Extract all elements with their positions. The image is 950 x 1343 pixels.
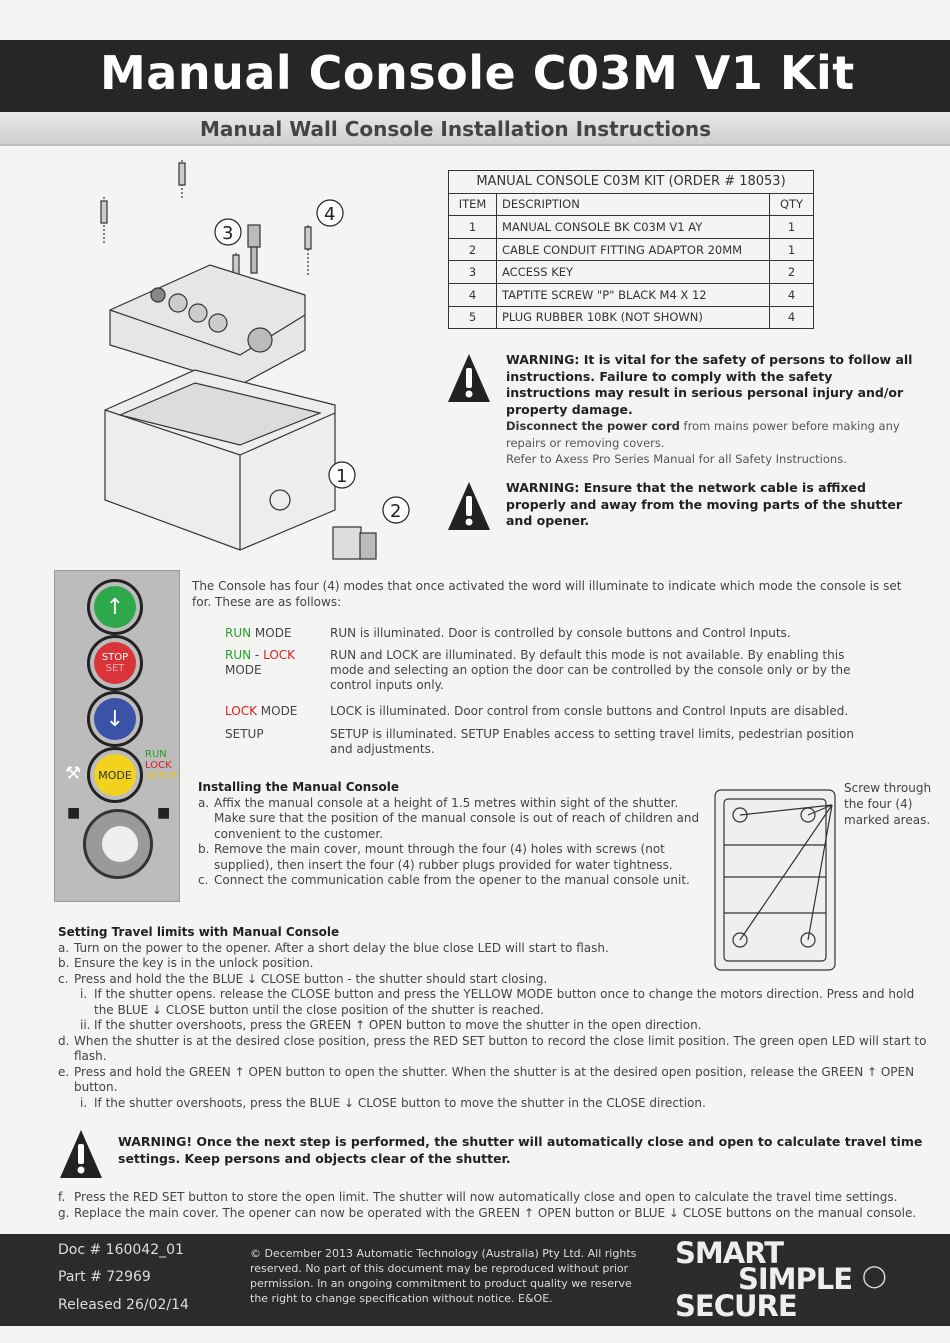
travel-limits-section: Setting Travel limits with Manual Console a. Turn on the power to the opener. After a short delay the blue close LED will start to flash. b. Ensure the key is in the unlock position. c. Press and hold the the BLUE ↓ CLOSE button - the shutter should start closing. i. If the shutter opens. release the CLOSE button and press the YELLOW MODE button once to change the motors direction. Press and hold the BLUE ↓ CLOSE button until the close position of the shutter is reached. ii. If the shutter overshoots, press the GREEN ↑ OPEN button to move the shutter in the open direction. d. When the shutter is at the desired close position, press the RED SET button to record the close limit position. The green open LED will start to flash. e. Press and hold the GREEN ↑ OPEN button to open the shutter. When the shutter is at the desired open position, release the GREEN ↑ OPEN button. i. If the shutter overshoots, press the BLUE ↓ CLOSE button to move the shutter in the CLOSE direction. <box>58 925 927 1110</box>
modes-intro: The Console has four (4) modes that once activated the word will illuminate to indicate which mode the console is set for. These are as follows: <box>192 579 902 609</box>
screw-note: Screw through the four (4) marked areas. <box>844 781 932 827</box>
lightbulb-icon: ◯ <box>862 1264 887 1289</box>
document-title: Manual Console C03M V1 Kit <box>100 46 855 100</box>
stop-button-illustration: STOP SET <box>87 635 143 691</box>
parts-table-caption: MANUAL CONSOLE C03M KIT (ORDER # 18053) <box>449 171 814 194</box>
mode-row-lock: LOCK MODE LOCK is illuminated. Door control from consle buttons and Control Inputs are disabled. <box>225 704 849 718</box>
warning-triangle-icon <box>58 1128 104 1180</box>
installing-section: Installing the Manual Console a. Affix the manual console at a height of 1.5 metres within sight of the shutter. Make sure that the position of the manual console is out of reach of children and convenient to the customer. b. Remove the main cover, mount through the four (4) holes with screws (not supplied), then insert the four (4) rubber plugs provided for water tightness. c. Connect the communication cable from the opener to the manual console unit. <box>198 780 703 889</box>
network-cable-warning <box>446 480 916 532</box>
mode-indicators: RUN LOCK SETUP <box>145 749 178 782</box>
padlock-icon: ■ <box>67 805 81 821</box>
arrow-up-icon: ↑ <box>94 586 136 628</box>
table-row: 4 TAPTITE SCREW "P" BLACK M4 X 12 4 <box>449 283 814 306</box>
brand-word-smart: SMART <box>675 1236 783 1270</box>
warning-text: WARNING: It is vital for the safety of persons to follow all instructions. Failure to comply with the safety instructions may result in serious personal injury and/or property damage. <box>506 352 913 417</box>
document-subtitle: Manual Wall Console Installation Instructions <box>200 117 711 141</box>
padlock-icon: ■ <box>157 805 171 821</box>
copyright-notice: © December 2013 Automatic Technology (Australia) Pty Ltd. All rights reserved. No part of this document may be reproduced without prior permission. In an ongoing commitment to product quality we reserve the right to change specification without notice. E&OE. <box>250 1247 637 1305</box>
mode-button-illustration: MODE <box>87 747 143 803</box>
mode-row-run: RUN MODE RUN is illuminated. Door is controlled by console buttons and Control Inputs. <box>225 626 791 640</box>
final-steps: f. Press the RED SET button to store the open limit. The shutter will now automatically close and open to calculate the travel time settings. g. Replace the main cover. The opener can now be operated with the GREEN ↑ OPEN button or BLUE ↓ CLOSE buttons on the manual console. <box>58 1190 917 1220</box>
exploded-diagram <box>90 155 440 575</box>
brand-word-secure: SECURE <box>675 1289 797 1323</box>
column-header: QTY <box>770 193 814 216</box>
mode-row-setup: SETUP SETUP is illuminated. SETUP Enables access to setting travel limits, pedestrian position and adjustments. <box>225 727 854 756</box>
callout-2: 2 <box>390 501 402 522</box>
arrow-down-icon: ↓ <box>94 698 136 740</box>
warning-triangle-icon <box>446 352 492 404</box>
console-panel-illustration <box>54 570 180 902</box>
travel-time-warning <box>58 1128 928 1180</box>
title-bar <box>0 40 950 112</box>
column-header: DESCRIPTION <box>497 193 770 216</box>
parts-table-header-row <box>449 193 814 216</box>
warning-triangle-icon <box>446 480 492 532</box>
table-row: 1 MANUAL CONSOLE BK C03M V1 AY 1 <box>449 216 814 239</box>
wrench-icon: ⚒ <box>65 763 82 784</box>
callout-1: 1 <box>336 466 348 487</box>
brand-word-simple: SIMPLE <box>738 1262 853 1296</box>
safety-warning: WARNING: It is vital for the safety of persons to follow all instructions. Failure to comply with the safety instructions may result in serious personal injury and/or property damage. Disconnect the power cord from mains power before making any repairs or removing covers. Refer to Axess Pro Series Manual for all Safety Instructions. <box>446 352 916 468</box>
doc-number: Doc # 160042_01 <box>58 1242 184 1258</box>
parts-table <box>448 170 814 329</box>
callout-4: 4 <box>324 204 336 225</box>
warning-text: WARNING! Once the next step is performed, the shutter will automatically close and open to calculate travel time settings. Keep persons and objects clear of the shutter. <box>118 1134 923 1166</box>
section-heading: Installing the Manual Console <box>198 780 399 794</box>
key-switch-illustration <box>83 809 153 879</box>
subtitle-bar <box>0 112 950 146</box>
table-row: 5 PLUG RUBBER 10BK (NOT SHOWN) 4 <box>449 306 814 329</box>
part-number: Part # 72969 <box>58 1269 151 1285</box>
table-row: 3 ACCESS KEY 2 <box>449 261 814 284</box>
table-row: 2 CABLE CONDUIT FITTING ADAPTOR 20MM 1 <box>449 238 814 261</box>
release-date: Released 26/02/14 <box>58 1297 189 1313</box>
footer <box>0 1234 950 1326</box>
column-header: ITEM <box>449 193 497 216</box>
section-heading: Setting Travel limits with Manual Console <box>58 925 340 939</box>
close-button-illustration <box>87 691 143 747</box>
warning-text: WARNING: Ensure that the network cable is affixed properly and away from the moving parts of the shutter and opener. <box>506 480 902 528</box>
open-button-illustration <box>87 579 143 635</box>
callout-3: 3 <box>222 223 234 244</box>
mode-row-run-lock: RUN - LOCK MODE RUN and LOCK are illuminated. By default this mode is not available. By enabling this mode and selecting an option the door can be controlled by the console only or by the control inputs only. <box>225 648 851 692</box>
